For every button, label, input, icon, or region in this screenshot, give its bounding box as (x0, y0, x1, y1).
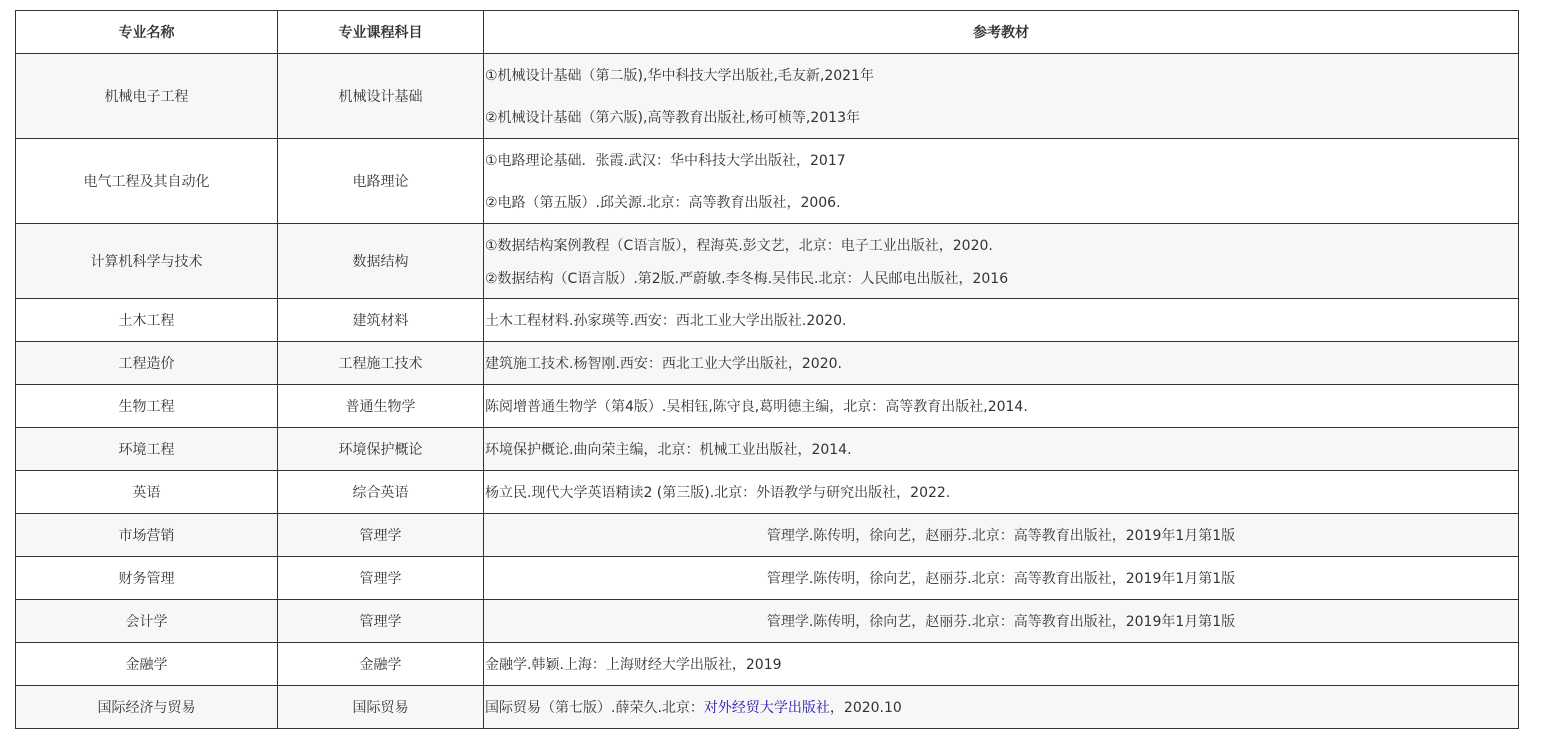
reference-line: ①数据结构案例教程（C语言版），程海英.彭文艺，北京：电子工业出版社，2020. (485, 237, 993, 254)
major-cell: 市场营销 (16, 514, 278, 557)
reference-line: ①机械设计基础（第二版),华中科技大学出版社,毛友新,2021年 (485, 68, 874, 84)
major-cell: 工程造价 (16, 342, 278, 385)
table-row (16, 428, 1519, 471)
reference-cell (484, 139, 1519, 224)
table-row (16, 342, 1519, 385)
course-cell: 环境保护概论 (278, 428, 484, 471)
major-cell: 会计学 (16, 600, 278, 643)
textbook-table-container (15, 10, 1518, 729)
course-cell: 数据结构 (278, 224, 484, 299)
reference-cell (484, 224, 1519, 299)
reference-text: 国际贸易（第七版）.薛荣久.北京： (485, 700, 704, 716)
textbook-table (15, 10, 1519, 729)
major-cell: 电气工程及其自动化 (16, 139, 278, 224)
major-cell: 环境工程 (16, 428, 278, 471)
table-row (16, 686, 1519, 729)
reference-cell: 金融学.韩颖.上海：上海财经大学出版社，2019 (484, 643, 1519, 686)
reference-cell: 管理学.陈传明，徐向艺，赵丽芬.北京：高等教育出版社，2019年1月第1版 (484, 600, 1519, 643)
course-cell: 管理学 (278, 557, 484, 600)
table-row (16, 557, 1519, 600)
table-header-row (16, 11, 1519, 54)
major-cell: 国际经济与贸易 (16, 686, 278, 729)
table-row (16, 471, 1519, 514)
reference-line: ②数据结构（C语言版）.第2版.严蔚敏.李冬梅.吴伟民.北京：人民邮电出版社，2016 (485, 270, 1009, 287)
course-cell: 金融学 (278, 643, 484, 686)
reference-cell: 管理学.陈传明，徐向艺，赵丽芬.北京：高等教育出版社，2019年1月第1版 (484, 514, 1519, 557)
major-cell: 机械电子工程 (16, 54, 278, 139)
course-cell: 国际贸易 (278, 686, 484, 729)
reference-cell: 管理学.陈传明，徐向艺，赵丽芬.北京：高等教育出版社，2019年1月第1版 (484, 557, 1519, 600)
table-row (16, 54, 1519, 139)
major-cell: 金融学 (16, 643, 278, 686)
course-cell: 工程施工技术 (278, 342, 484, 385)
reference-line: ②机械设计基础（第六版),高等教育出版社,杨可桢等,2013年 (485, 110, 860, 126)
reference-cell: 杨立民.现代大学英语精读2 (第三版).北京：外语教学与研究出版社，2022. (484, 471, 1519, 514)
major-cell: 土木工程 (16, 299, 278, 342)
major-cell: 生物工程 (16, 385, 278, 428)
reference-cell: 环境保护概论.曲向荣主编，北京：机械工业出版社，2014. (484, 428, 1519, 471)
table-row (16, 643, 1519, 686)
header-course: 专业课程科目 (278, 11, 484, 54)
header-reference: 参考教材 (484, 11, 1519, 54)
major-cell: 财务管理 (16, 557, 278, 600)
publisher-link[interactable]: 对外经贸大学出版社 (703, 700, 830, 716)
reference-text: ，2020.10 (829, 700, 902, 716)
reference-cell (484, 686, 1519, 729)
major-cell: 英语 (16, 471, 278, 514)
reference-cell: 建筑施工技术.杨智刚.西安：西北工业大学出版社，2020. (484, 342, 1519, 385)
course-cell: 普通生物学 (278, 385, 484, 428)
table-row (16, 139, 1519, 224)
reference-line: ②电路（第五版）.邱关源.北京：高等教育出版社，2006. (485, 195, 841, 211)
header-major: 专业名称 (16, 11, 278, 54)
reference-cell (484, 54, 1519, 139)
table-row (16, 514, 1519, 557)
course-cell: 管理学 (278, 600, 484, 643)
course-cell: 综合英语 (278, 471, 484, 514)
course-cell: 建筑材料 (278, 299, 484, 342)
reference-cell: 土木工程材料.孙家瑛等.西安：西北工业大学出版社.2020. (484, 299, 1519, 342)
course-cell: 电路理论 (278, 139, 484, 224)
table-row (16, 385, 1519, 428)
major-cell: 计算机科学与技术 (16, 224, 278, 299)
course-cell: 机械设计基础 (278, 54, 484, 139)
table-row (16, 224, 1519, 299)
course-cell: 管理学 (278, 514, 484, 557)
reference-line: ①电路理论基础．张霞.武汉：华中科技大学出版社，2017 (485, 153, 846, 169)
reference-cell: 陈阅增普通生物学（第4版）.吴相钰,陈守良,葛明德主编，北京：高等教育出版社,2014. (484, 385, 1519, 428)
table-row (16, 299, 1519, 342)
table-row (16, 600, 1519, 643)
